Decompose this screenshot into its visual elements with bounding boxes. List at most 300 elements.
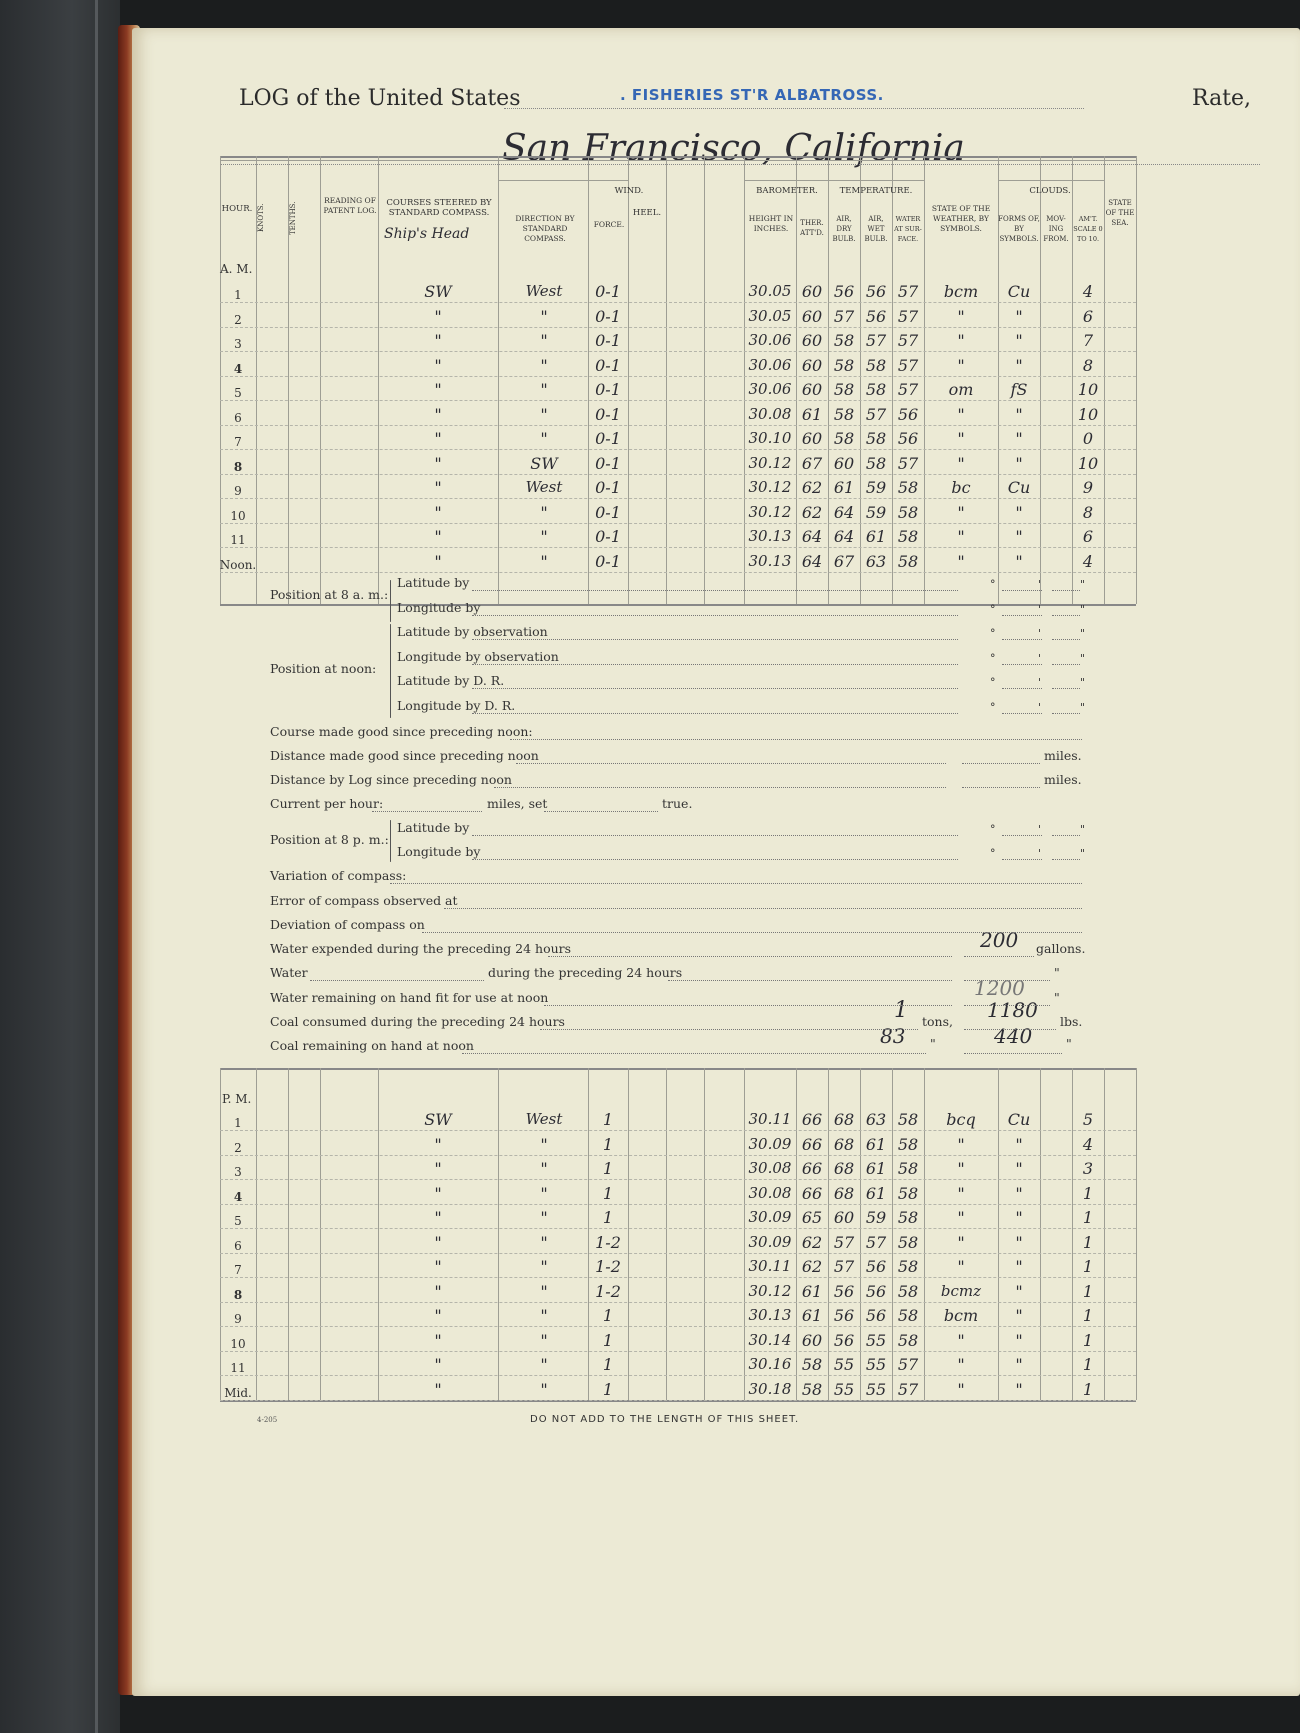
cell-course: " xyxy=(434,1134,442,1154)
cell-baro: 30.18 xyxy=(748,1379,792,1398)
tons-label: tons, xyxy=(922,1014,953,1029)
row-hour: 1 xyxy=(234,288,242,302)
cell-weather: " xyxy=(957,551,965,571)
cell-wind-dir: " xyxy=(540,404,548,424)
cell-weather: bcm xyxy=(943,1306,979,1325)
cell-dry: 56 xyxy=(833,1306,855,1325)
water-remaining-leader xyxy=(544,1005,952,1006)
pos-noon-lon-dr: Longitude by D. R. xyxy=(397,698,516,713)
cell-dry: 61 xyxy=(833,478,855,497)
cell-wind-dir: West xyxy=(525,282,563,300)
cell-baro: 30.12 xyxy=(748,502,792,521)
water-remaining-value: 1200 xyxy=(974,976,1025,1000)
cell-dry: 68 xyxy=(833,1134,855,1154)
cell-amount: 10 xyxy=(1077,404,1099,424)
log-page xyxy=(132,28,1300,1696)
cell-force: 1-2 xyxy=(595,1281,621,1301)
glass-edge xyxy=(95,0,98,1733)
cell-forms: " xyxy=(1015,527,1023,546)
cell-baro: 30.08 xyxy=(748,1183,792,1202)
row-rule xyxy=(220,376,1136,377)
pos-8pm-lat-min-leader xyxy=(1002,835,1042,836)
water-remaining-ditto-leader xyxy=(964,1005,1050,1006)
cell-ther: 64 xyxy=(801,527,823,546)
cell-dry: 68 xyxy=(833,1110,855,1129)
cell-weather: " xyxy=(957,306,965,326)
pos-8pm-lat-sec-leader xyxy=(1052,835,1080,836)
cell-water: 58 xyxy=(897,1306,919,1325)
cell-dry: 68 xyxy=(833,1183,855,1203)
row-hour: Mid. xyxy=(224,1385,252,1400)
cell-forms: " xyxy=(1015,355,1023,375)
cell-forms: " xyxy=(1015,1159,1023,1178)
row-rule xyxy=(220,547,1136,548)
cell-amount: 6 xyxy=(1082,306,1094,326)
coal-consumed-label: Coal consumed during the preceding 24 hours xyxy=(270,1014,565,1029)
cell-baro: 30.05 xyxy=(748,306,792,325)
dms-mark: " xyxy=(1080,701,1086,714)
row-hour: 2 xyxy=(234,1140,242,1155)
pos-noon-lat-dr-min-leader xyxy=(1002,688,1042,689)
pos-8pm-lon-leader xyxy=(472,859,958,860)
cell-amount: 10 xyxy=(1077,453,1099,473)
cell-wind-dir: " xyxy=(540,502,548,522)
cell-amount: 1 xyxy=(1082,1379,1094,1399)
cell-force: 0-1 xyxy=(595,282,621,301)
water-expended-label: Water expended during the preceding 24 hours xyxy=(270,941,572,956)
cell-force: 1 xyxy=(602,1183,614,1203)
cell-water: 58 xyxy=(897,1183,919,1203)
row-rule xyxy=(220,302,1136,303)
row-rule xyxy=(220,1179,1136,1180)
cell-weather: " xyxy=(957,404,965,424)
cell-amount: 6 xyxy=(1082,527,1094,546)
column-rule xyxy=(378,156,379,604)
coal-consumed-tons: 1 xyxy=(894,998,908,1023)
water-remaining-ditto: " xyxy=(1054,990,1060,1005)
cell-course: " xyxy=(434,355,442,375)
cell-force: 1 xyxy=(602,1379,614,1399)
row-hour: Noon. xyxy=(219,557,257,572)
cell-wet: 57 xyxy=(865,331,887,350)
cell-amount: 8 xyxy=(1082,355,1094,375)
row-rule xyxy=(220,449,1136,450)
water-label: Water xyxy=(270,965,308,980)
cell-course: " xyxy=(434,1355,442,1374)
cell-ther: 61 xyxy=(801,1306,823,1325)
error-label: Error of compass observed at xyxy=(270,893,458,908)
cell-baro: 30.12 xyxy=(748,453,792,472)
water-expended-leader xyxy=(548,956,952,957)
column-rule xyxy=(666,156,667,604)
cell-water: 58 xyxy=(897,1159,919,1178)
column-rule xyxy=(1136,156,1137,604)
cell-amount: 1 xyxy=(1082,1208,1094,1227)
cell-course: " xyxy=(434,453,442,473)
cell-ther: 60 xyxy=(801,282,823,301)
cell-course: " xyxy=(434,478,442,497)
cell-force: 0-1 xyxy=(595,453,621,473)
cell-wet: 58 xyxy=(865,453,887,473)
footer-notice: DO NOT ADD TO THE LENGTH OF THIS SHEET. xyxy=(530,1414,800,1425)
row-rule xyxy=(220,425,1136,426)
row-rule xyxy=(220,1130,1136,1131)
cell-wind-dir: " xyxy=(540,429,548,448)
position-bracket xyxy=(390,580,391,622)
row-rule xyxy=(220,351,1136,352)
row-hour: 6 xyxy=(234,410,242,425)
dms-mark: ° xyxy=(990,627,996,640)
cell-baro: 30.06 xyxy=(748,331,792,349)
cell-dry: 55 xyxy=(833,1355,855,1374)
cell-dry: 57 xyxy=(833,1257,855,1276)
cell-weather: " xyxy=(957,1355,965,1374)
variation-leader xyxy=(390,883,1082,884)
cell-dry: 58 xyxy=(833,380,855,399)
col-knots-header: KNOTS. xyxy=(257,203,265,233)
dms-mark: ' xyxy=(1038,701,1042,714)
dist-log-label: Distance by Log since preceding noon xyxy=(270,772,512,787)
cell-dry: 67 xyxy=(833,551,855,571)
cell-forms: " xyxy=(1015,1183,1023,1203)
cell-ther: 61 xyxy=(801,1281,823,1301)
row-rule xyxy=(220,498,1136,499)
row-rule xyxy=(220,1351,1136,1352)
cell-wet: 55 xyxy=(865,1379,887,1399)
cell-forms: " xyxy=(1015,1134,1023,1154)
cell-course: " xyxy=(434,1306,442,1325)
row-rule xyxy=(220,1253,1136,1254)
coal-remaining-leader xyxy=(462,1053,926,1054)
row-rule xyxy=(220,327,1136,328)
cell-forms: " xyxy=(1015,1208,1023,1227)
cell-dry: 57 xyxy=(833,1232,855,1252)
row-hour: 9 xyxy=(234,1312,242,1326)
cell-force: 1 xyxy=(602,1306,614,1325)
cell-wet: 57 xyxy=(865,404,887,424)
cell-ther: 60 xyxy=(801,429,823,448)
dms-mark: ° xyxy=(990,823,996,836)
cell-wind-dir: " xyxy=(540,1281,548,1301)
cell-ther: 58 xyxy=(801,1355,823,1374)
cell-weather: " xyxy=(957,1183,965,1203)
row-hour: 7 xyxy=(234,1263,242,1277)
pos-noon-lon-obs: Longitude by observation xyxy=(397,649,559,664)
cell-ther: 62 xyxy=(801,1232,823,1252)
cell-weather: " xyxy=(957,1379,965,1399)
cell-amount: 9 xyxy=(1082,478,1094,497)
pos-8pm-lon-min-leader xyxy=(1002,859,1042,860)
col-sea-header: STATE OF THE SEA. xyxy=(1105,199,1135,227)
cell-amount: 1 xyxy=(1082,1183,1094,1203)
cell-weather: bcmz xyxy=(940,1281,982,1300)
dms-mark: " xyxy=(1080,847,1086,860)
pos-noon-lat-dr-leader xyxy=(472,688,958,689)
pos-noon-lat-obs-leader xyxy=(472,639,958,640)
cell-weather: " xyxy=(957,1208,965,1227)
row-hour: 7 xyxy=(234,435,242,449)
row-hour: 3 xyxy=(234,337,242,351)
pos-noon-lon-dr-leader xyxy=(472,713,958,714)
cell-wet: 56 xyxy=(865,1257,887,1276)
current-mid: miles, set xyxy=(487,796,548,811)
cell-water: 58 xyxy=(897,1281,919,1301)
cell-baro: 30.13 xyxy=(748,527,792,545)
pos-noon-lon-obs-leader xyxy=(472,664,958,665)
rate-label: Rate, xyxy=(1192,86,1252,111)
cell-ther: 66 xyxy=(801,1183,823,1203)
cell-course: " xyxy=(434,306,442,326)
header-subrule xyxy=(828,180,924,181)
cell-water: 57 xyxy=(897,380,919,399)
pos-noon-lon-obs-sec-leader xyxy=(1052,664,1080,665)
course-made-label: Course made good since preceding noon: xyxy=(270,724,533,739)
dms-mark: ' xyxy=(1038,578,1042,591)
cell-wet: 59 xyxy=(865,478,887,497)
cell-amount: 4 xyxy=(1082,551,1094,571)
current-leader-2 xyxy=(544,811,658,812)
cell-weather: " xyxy=(957,1330,965,1350)
cell-course: " xyxy=(434,1281,442,1301)
cell-water: 58 xyxy=(897,527,919,546)
water-expended-value: 200 xyxy=(980,928,1019,952)
pm-label: P. M. xyxy=(222,1092,252,1106)
column-rule xyxy=(320,156,321,604)
cell-water: 56 xyxy=(897,404,919,424)
pos-8pm-lon: Longitude by xyxy=(397,844,481,859)
cell-water: 57 xyxy=(897,355,919,375)
cell-wind-dir: " xyxy=(540,1183,548,1203)
cell-force: 0-1 xyxy=(595,380,621,399)
cell-course: " xyxy=(434,551,442,571)
cell-ther: 62 xyxy=(801,1257,823,1276)
cell-amount: 0 xyxy=(1082,429,1094,448)
vessel-name-line xyxy=(504,108,1084,109)
cell-weather: " xyxy=(957,429,965,448)
pos-8pm-lat: Latitude by xyxy=(397,820,470,835)
cell-weather: bcq xyxy=(946,1110,976,1129)
cell-dry: 64 xyxy=(833,527,855,546)
cell-forms: " xyxy=(1015,1379,1023,1399)
cell-dry: 58 xyxy=(833,355,855,375)
cell-force: 0-1 xyxy=(595,429,621,448)
dist-log-miles: miles. xyxy=(1044,772,1082,787)
row-hour: 10 xyxy=(230,508,246,523)
cell-amount: 1 xyxy=(1082,1330,1094,1350)
cell-baro: 30.12 xyxy=(748,478,792,496)
cell-ther: 60 xyxy=(801,1330,823,1350)
pos-noon-lat-obs: Latitude by observation xyxy=(397,624,548,639)
cell-course: " xyxy=(434,429,442,448)
cell-dry: 55 xyxy=(833,1379,855,1399)
water-remaining-label: Water remaining on hand fit for use at noon xyxy=(270,990,549,1005)
dms-mark: " xyxy=(1080,578,1086,591)
cell-baro: 30.08 xyxy=(748,1159,792,1177)
variation-label: Variation of compass: xyxy=(270,868,407,883)
position-bracket xyxy=(390,624,391,718)
col-wind-force-header: FORCE. xyxy=(593,220,625,229)
cell-course: " xyxy=(434,1208,442,1227)
cell-baro: 30.08 xyxy=(748,404,792,423)
pos-8am-label: Position at 8 a. m.: xyxy=(270,587,389,602)
cell-ther: 66 xyxy=(801,1134,823,1154)
row-rule xyxy=(220,1400,1136,1401)
cell-dry: 64 xyxy=(833,502,855,522)
cell-wind-dir: SW xyxy=(530,453,558,473)
cell-amount: 1 xyxy=(1082,1281,1094,1301)
gallons-leader xyxy=(964,956,1034,957)
cell-wet: 61 xyxy=(865,1159,887,1178)
cell-water: 58 xyxy=(897,1134,919,1154)
cell-ther: 66 xyxy=(801,1110,823,1129)
location-handwritten: San Francisco, California xyxy=(502,128,965,169)
pos-noon-lat-obs-sec-leader xyxy=(1052,639,1080,640)
cell-forms: " xyxy=(1015,1306,1023,1325)
cell-water: 58 xyxy=(897,502,919,522)
pos-noon-label: Position at noon: xyxy=(270,661,377,676)
pos-8pm-lat-leader xyxy=(472,835,958,836)
cell-wind-dir: " xyxy=(540,1306,548,1325)
cell-baro: 30.06 xyxy=(748,380,792,398)
cell-weather: " xyxy=(957,527,965,546)
course-made-leader xyxy=(510,739,1082,740)
cell-ther: 60 xyxy=(801,355,823,375)
cell-amount: 4 xyxy=(1082,282,1094,301)
pos-8am-lat-sec-leader xyxy=(1052,590,1080,591)
coal-remaining-lbs-leader xyxy=(964,1053,1062,1054)
row-hour: 3 xyxy=(234,1165,242,1179)
cell-forms: " xyxy=(1015,1281,1023,1301)
pos-8pm-lon-sec-leader xyxy=(1052,859,1080,860)
cell-baro: 30.09 xyxy=(748,1208,792,1226)
row-hour: 5 xyxy=(234,386,242,400)
dms-mark: ' xyxy=(1038,823,1042,836)
dist-made-miles-leader xyxy=(962,763,1040,764)
cell-wind-dir: " xyxy=(540,551,548,571)
cell-wet: 61 xyxy=(865,1183,887,1203)
cell-dry: 58 xyxy=(833,331,855,350)
cell-course: " xyxy=(434,1232,442,1252)
water-leader xyxy=(310,980,484,981)
cell-wind-dir: " xyxy=(540,1159,548,1178)
column-rule xyxy=(588,156,589,604)
column-rule xyxy=(628,156,629,604)
cell-baro: 30.11 xyxy=(748,1110,792,1128)
dist-made-label: Distance made good since preceding noon xyxy=(270,748,539,763)
cell-water: 58 xyxy=(897,478,919,497)
cell-forms: Cu xyxy=(1007,1110,1031,1129)
coal-consumed-lbs: 1180 xyxy=(987,998,1038,1022)
cell-dry: 58 xyxy=(833,404,855,424)
dms-mark: " xyxy=(1080,676,1086,689)
row-rule xyxy=(220,474,1136,475)
cell-ther: 62 xyxy=(801,478,823,497)
col-heel-header: HEEL. xyxy=(632,208,662,218)
col-temperature-header: TEMPERATURE. xyxy=(839,186,913,196)
log-title: LOG of the United States xyxy=(239,86,521,111)
dist-log-leader xyxy=(494,787,946,788)
cell-wet: 59 xyxy=(865,1208,887,1227)
cell-amount: 1 xyxy=(1082,1355,1094,1374)
cell-water: 57 xyxy=(897,306,919,326)
dms-mark: ° xyxy=(990,676,996,689)
cell-weather: " xyxy=(957,453,965,473)
cell-dry: 60 xyxy=(833,453,855,473)
cell-wet: 56 xyxy=(865,1306,887,1325)
cell-forms: " xyxy=(1015,404,1023,424)
row-hour: 9 xyxy=(234,484,242,498)
col-courses-header: COURSES STEERED BY STANDARD COMPASS. xyxy=(386,198,492,218)
dms-mark: ° xyxy=(990,847,996,860)
scanner-glass-margin xyxy=(0,0,120,1733)
cell-wind-dir: " xyxy=(540,380,548,399)
cell-dry: 68 xyxy=(833,1159,855,1178)
header-subrule xyxy=(744,180,828,181)
cell-course: " xyxy=(434,527,442,546)
cell-baro: 30.13 xyxy=(748,1306,792,1324)
cell-weather: " xyxy=(957,1159,965,1178)
cell-course: " xyxy=(434,1330,442,1350)
cell-wind-dir: " xyxy=(540,1379,548,1399)
cell-wind-dir: " xyxy=(540,1257,548,1276)
cell-amount: 7 xyxy=(1082,331,1094,350)
cell-wind-dir: " xyxy=(540,1330,548,1350)
cell-forms: " xyxy=(1015,429,1023,448)
cell-baro: 30.14 xyxy=(748,1330,792,1349)
cell-force: 0-1 xyxy=(595,355,621,375)
current-end: true. xyxy=(662,796,693,811)
column-rule xyxy=(704,156,705,604)
cell-force: 1 xyxy=(602,1110,614,1129)
pos-noon-lon-dr-sec-leader xyxy=(1052,713,1080,714)
pos-8am-lat: Latitude by xyxy=(397,575,470,590)
cell-force: 1 xyxy=(602,1159,614,1178)
row-hour: 10 xyxy=(230,1336,246,1351)
cell-wind-dir: " xyxy=(540,331,548,350)
col-clouds-header: CLOUDS. xyxy=(1029,186,1071,196)
cell-weather: " xyxy=(957,355,965,375)
cell-ther: 58 xyxy=(801,1379,823,1399)
cell-wet: 56 xyxy=(865,1281,887,1301)
pos-8am-lon: Longitude by xyxy=(397,600,481,615)
water-during-label: during the preceding 24 hours xyxy=(488,965,683,980)
col-air-wet-header: AIR, WET BULB. xyxy=(864,215,888,243)
cell-forms: " xyxy=(1015,453,1023,473)
pos-noon-lon-dr-min-leader xyxy=(1002,713,1042,714)
current-leader-1 xyxy=(372,811,482,812)
form-number: 4-205 xyxy=(257,1416,278,1424)
water-ditto: " xyxy=(1054,965,1060,980)
dms-mark: ' xyxy=(1038,652,1042,665)
cell-amount: 3 xyxy=(1082,1159,1094,1178)
pos-8am-lat-leader xyxy=(472,590,958,591)
cell-forms: fS xyxy=(1010,380,1028,399)
row-rule xyxy=(220,1277,1136,1278)
vessel-stamp: . FISHERIES ST'R ALBATROSS. xyxy=(620,86,884,104)
row-rule xyxy=(220,1228,1136,1229)
position-bracket xyxy=(390,820,391,862)
cell-forms: " xyxy=(1015,1232,1023,1252)
cell-ther: 60 xyxy=(801,306,823,326)
cell-forms: " xyxy=(1015,1330,1023,1350)
dms-mark: " xyxy=(1080,627,1086,640)
cell-baro: 30.13 xyxy=(748,551,792,570)
cell-wet: 58 xyxy=(865,380,887,399)
cell-wet: 63 xyxy=(865,1110,887,1129)
deviation-leader xyxy=(422,932,1082,933)
cell-baro: 30.10 xyxy=(748,429,792,447)
col-baro-height-header: HEIGHT IN INCHES. xyxy=(748,214,794,233)
